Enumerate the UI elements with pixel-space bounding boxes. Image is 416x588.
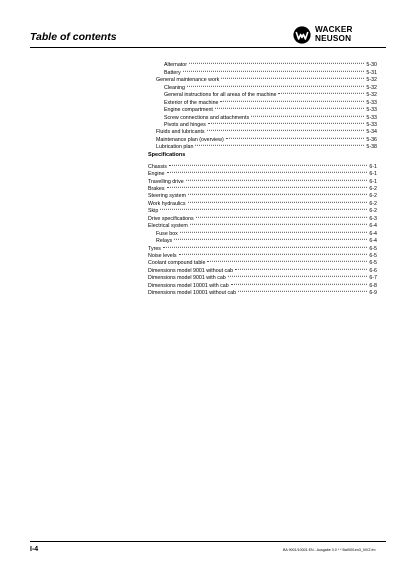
toc-entry-title: Drive specifications xyxy=(148,215,194,222)
toc-entry-page: 6-1 xyxy=(369,178,377,185)
document-reference: BA 9001/10001 EN - Ausgabe 3.0 * * Ba9001en3_0IVZ.fm xyxy=(283,548,376,552)
toc-entry-page: 6-7 xyxy=(369,275,377,282)
toc-maintenance-entries xyxy=(148,58,377,151)
toc-entry-title: Coolant compound table xyxy=(148,260,206,267)
toc-entry-page: 5-32 xyxy=(366,84,377,91)
wacker-neuson-logo-icon xyxy=(293,26,311,44)
toc-entry-title: Engine compartment xyxy=(164,107,213,114)
toc-entry-page: 6-5 xyxy=(369,245,377,252)
toc-entry-title: General maintenance work xyxy=(156,77,220,84)
toc-entry-page: 5-36 xyxy=(366,136,377,143)
toc-entry-title: Cleaning xyxy=(164,84,185,91)
toc-entry-title: Tyres xyxy=(148,245,161,252)
logo-wordmark xyxy=(315,26,353,43)
toc-entry-title: Work hydraulics xyxy=(148,200,186,207)
toc-entry-page: 6-2 xyxy=(369,193,377,200)
toc-entry-title: Screw connections and attachments xyxy=(164,114,250,121)
toc-entry-page: 6-2 xyxy=(369,208,377,215)
toc-entry-page: 6-4 xyxy=(369,230,377,237)
toc-entry-title: Chassis xyxy=(148,163,167,170)
page-title: Table of contents xyxy=(30,31,117,43)
toc-entry-title: Dimensions model 10001 with cab xyxy=(148,282,229,289)
toc-entry-title: Alternator xyxy=(164,62,187,69)
toc-entry-page: 6-2 xyxy=(369,186,377,192)
toc-entry-page: 6-6 xyxy=(369,267,377,274)
toc-entry-title: Engine xyxy=(148,171,165,178)
toc-entry-page: 6-4 xyxy=(369,223,377,230)
toc-entry-title: Pivots and hinges xyxy=(164,121,206,128)
toc-entry-title: General instructions for all areas of the machine xyxy=(164,92,277,99)
toc-entry-title: Lubrication plan xyxy=(156,144,194,151)
page-number: I-4 xyxy=(30,546,39,553)
wacker-neuson-logo xyxy=(293,26,383,44)
toc-entry-page: 5-38 xyxy=(366,144,377,151)
toc-entry-page: 6-3 xyxy=(369,215,377,222)
toc-entry-title: Battery xyxy=(164,69,181,76)
toc-entry-title: Maintenance plan (overview) xyxy=(156,136,224,143)
table-of-contents xyxy=(148,58,377,297)
toc-entry-page: 5-33 xyxy=(366,121,377,128)
logo-line-2: NEUSON xyxy=(315,33,352,43)
toc-entry-page: 6-4 xyxy=(369,238,377,245)
toc-entry-title: Fluids and lubricants xyxy=(156,129,205,136)
toc-entry-title: Electrical system xyxy=(148,223,188,230)
toc-entry-page: 6-5 xyxy=(369,260,377,267)
toc-entry-page: 5-30 xyxy=(366,62,377,69)
toc-entry-page: 6-1 xyxy=(369,163,377,170)
dot-leader xyxy=(238,283,367,291)
toc-entry-page: 6-1 xyxy=(369,171,377,178)
logo-line-1: WACKER xyxy=(315,25,353,34)
page-header xyxy=(0,0,416,50)
toc-entry-page: 5-32 xyxy=(366,77,377,84)
toc-entry-page: 6-5 xyxy=(369,252,377,259)
toc-entry[interactable] xyxy=(148,140,377,151)
toc-entry-title: Dimensions model 9001 with cab xyxy=(148,275,226,282)
toc-entry-page: 5-33 xyxy=(366,99,377,106)
dot-leader xyxy=(195,138,364,146)
toc-entry-title: Brakes xyxy=(148,186,165,192)
toc-entry-title: Dimensions model 10001 without cab xyxy=(148,290,237,297)
toc-entry-page: 5-33 xyxy=(366,114,377,121)
toc-entry-page: 6-8 xyxy=(369,282,377,289)
toc-entry-title: Steering system xyxy=(148,193,186,200)
toc-entry-page: 5-33 xyxy=(366,107,377,114)
toc-entry-title: Exterior of the machine xyxy=(164,99,219,106)
header-divider xyxy=(30,47,386,48)
toc-entry-title: Relays xyxy=(156,238,173,245)
toc-entry-title: Fuse box xyxy=(156,230,178,237)
toc-entry-page: 6-2 xyxy=(369,200,377,207)
toc-entry-page: 5-31 xyxy=(366,69,377,76)
toc-entry-title: Skip xyxy=(148,208,159,215)
toc-entry-page: 6-9 xyxy=(369,290,377,297)
toc-specifications-entries xyxy=(148,159,377,297)
toc-entry-title: Noise levels xyxy=(148,252,177,259)
footer-divider xyxy=(30,541,386,542)
toc-entry-page: 5-32 xyxy=(366,92,377,99)
toc-entry[interactable] xyxy=(148,286,377,297)
toc-entry-title: Travelling drive xyxy=(148,178,184,185)
toc-entry-title: Dimensions model 9001 without cab xyxy=(148,267,234,274)
toc-entry-page: 5-34 xyxy=(366,129,377,136)
section-heading-specifications: Specifications xyxy=(148,152,186,159)
